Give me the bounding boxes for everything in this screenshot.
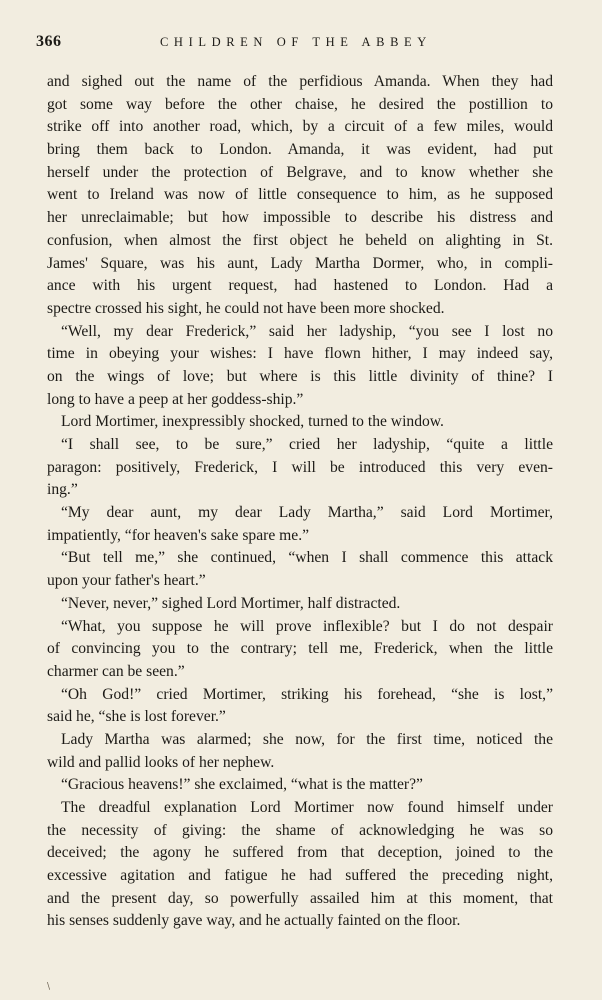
text-line: the necessity of giving: the shame of acknowledging he was so [47, 821, 553, 839]
text-line: deceived; the agony he suffered from that deception, joined to the [47, 844, 553, 862]
text-line: charmer can be seen.” [47, 662, 185, 680]
text-line: paragon: positively, Frederick, I will be introduced this very even- [47, 458, 553, 476]
text-line: James' Square, was his aunt, Lady Martha Dormer, who, in compli- [47, 254, 553, 272]
text-line: “What, you suppose he will prove inflexible? but I do not despair [61, 617, 553, 635]
text-line: “Never, never,” sighed Lord Mortimer, half distracted. [61, 594, 401, 612]
text-line: Lady Martha was alarmed; she now, for the first time, noticed the [61, 730, 553, 748]
text-line: “Well, my dear Frederick,” said her ladyship, “you see I lost no [61, 322, 553, 340]
body-text [47, 71, 553, 933]
text-line: spectre crossed his sight, he could not have been more shocked. [47, 299, 445, 317]
page-header [36, 33, 566, 53]
text-line: long to have a peep at her goddess-ship.” [47, 390, 304, 408]
page-number: 366 [36, 33, 62, 50]
text-line: confusion, when almost the first object he beheld on alighting in St. [47, 231, 553, 249]
page-footer-mark: \ [47, 982, 51, 992]
text-line: time in obeying your wishes: I have flown hither, I may indeed say, [47, 345, 553, 363]
text-line: got some way before the other chaise, he desired the postillion to [47, 95, 553, 113]
text-line: “Oh God!” cried Mortimer, striking his forehead, “she is lost,” [61, 685, 553, 703]
text-line: “Gracious heavens!” she exclaimed, “what is the matter?” [61, 776, 423, 794]
text-line: Lord Mortimer, inexpressibly shocked, turned to the window. [61, 413, 444, 431]
running-head: CHILDREN OF THE ABBEY [160, 35, 432, 49]
text-line: and the present day, so powerfully assailed him at this moment, that [47, 889, 553, 907]
text-line: strike off into another road, which, by a circuit of a few miles, would [47, 118, 553, 136]
text-line: “My dear aunt, my dear Lady Martha,” said Lord Mortimer, [61, 504, 553, 522]
text-line: excessive agitation and fatigue he had suffered the preceding night, [47, 867, 553, 885]
text-line: bring them back to London. Amanda, it was evident, had put [47, 141, 553, 159]
text-line: wild and pallid looks of her nephew. [47, 753, 275, 771]
text-line: ance with his urgent request, had hastened to London. Had a [47, 277, 553, 295]
text-line: upon your father's heart.” [47, 572, 206, 590]
text-line: “But tell me,” she continued, “when I shall commence this attack [61, 549, 553, 567]
text-line: “I shall see, to be sure,” cried her ladyship, “quite a little [61, 436, 553, 453]
text-line: of convincing you to the contrary; tell me, Frederick, when the little [47, 640, 553, 658]
text-line: and sighed out the name of the perfidious Amanda. When they had [47, 73, 553, 90]
text-line: The dreadful explanation Lord Mortimer now found himself under [61, 799, 553, 816]
text-line: ing.” [47, 481, 78, 499]
text-line: her unreclaimable; but how impossible to describe his distress and [47, 209, 553, 227]
text-line: on the wings of love; but where is this little divinity of thine? I [47, 367, 553, 385]
text-line: impatiently, “for heaven's sake spare me.” [47, 526, 310, 544]
text-line: went to Ireland was now of little consequence to him, as he supposed [47, 186, 553, 204]
text-line: said he, “she is lost forever.” [47, 708, 226, 726]
text-line: his senses suddenly gave way, and he actually fainted on the floor. [47, 912, 461, 930]
text-line: herself under the protection of Belgrave, and to know whether she [47, 163, 553, 181]
